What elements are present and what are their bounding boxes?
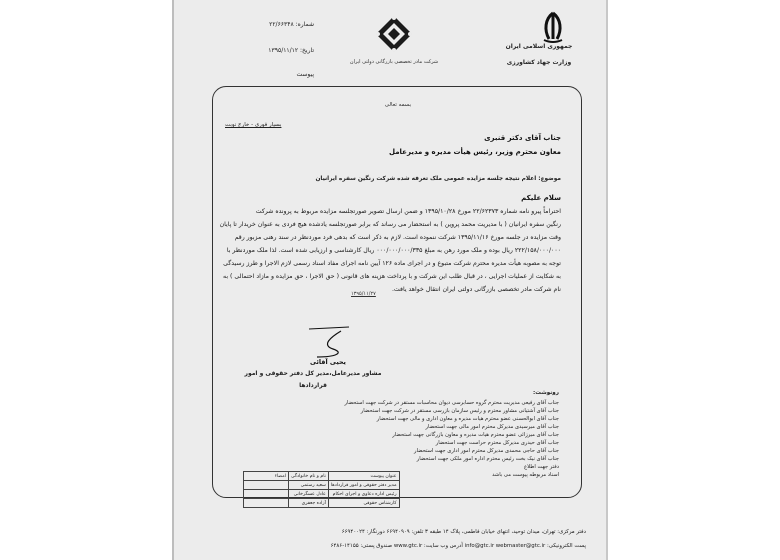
body-line: رنگین سفره ایرانیان ( با مدیریت محمد پروین ) به استحضار می رساند که برابر صورتجلسه یادشده هیچ فردی به عنوان خریدار تا پایان <box>219 221 561 228</box>
cc-item: جناب آقای میرزائی عضو محترم هیات مدیره و معاون بازرگانی جهت استحضار <box>392 432 559 438</box>
emblem-caption-country: جمهوری اسلامی ایران <box>505 43 573 50</box>
body-line: به شکایت از عملیات اجرایی ، در قبال طلب این شرکت و با پرداخت هزینه های قانونی ( حق الاجرا ، حق مزایده و مازاد احتمالی ) به <box>223 273 561 280</box>
letter-attachment: پیوست <box>296 71 314 78</box>
body-line: وقت مزایده در جلسه مورخ ۱۳۹۵/۱۱/۱۶ شرکت ننموده است. لازم به ذکر است که بدهی فرد موردنظر در سند رهنی مزبور رقم <box>234 234 561 241</box>
signer-title-cont: قراردادها <box>299 382 327 389</box>
bismillah: بسمه تعالی <box>384 102 412 108</box>
company-logo-icon <box>374 14 414 54</box>
greeting: سلام علیکم <box>521 194 561 202</box>
table-header-cell: عنوان پیوست <box>328 472 399 481</box>
addressee-title: معاون محترم وزیر، رئیس هیأت مدیره و مدیرعامل <box>388 148 561 156</box>
signer-name: یحیی آقائی <box>310 358 346 366</box>
table-cell: رئیس اداره دعاوی و اجرای احکام <box>328 490 399 499</box>
table-header-cell: امضاء <box>244 472 289 481</box>
cc-item: دفتر جهت اطلاع <box>524 464 559 470</box>
body-line: توجه به مصوبه هیأت مدیره محترم شرکت متبوع و در اجرای ماده ۱۲۶ آیین نامه اجرای مفاد اسناد رسمی لازم الاجرا و طرز رسیدگی <box>223 260 561 267</box>
cc-item: اسناد مربوطه پیوست می باشد <box>492 472 559 478</box>
letter-date: تاریخ: ۱۳۹۵/۱۱/۱۲ <box>268 47 314 54</box>
cc-item: جناب آقای حاجی محمدی مدیرکل محترم امور اداری جهت استحضار <box>414 448 559 454</box>
body-reference-date: ۱۳۹۵/۱۱/۲۷ <box>351 291 376 297</box>
cc-item: جناب آقای آشتیانی مشاور محترم و رئیس سازمان بازرسی مستقر در شرکت جهت استحضار <box>360 408 559 414</box>
footer-address: دفتر مرکزی: تهران، میدان توحید، انتهای خیابان فاطمی، پلاک ۱۴ طبقه ۳ تلفن: ۶۶۹۴۰۹۰۹ دورنگار: ۶۶۹۴۰۰۲۴ <box>341 529 586 535</box>
signature-icon <box>305 323 365 359</box>
national-emblem-icon <box>536 10 570 44</box>
body-line: احتراماً پیرو نامه شماره ۲۲/۶۲۳۷۳ مورخ ۱۳۹۵/۱۰/۲۸ و ضمن ارسال تصویر صورتجلسه مزایده مربوط به پرونده شرکت <box>255 208 561 215</box>
table-cell: عادل عسگرخانی <box>289 490 329 499</box>
signer-title: مشاور مدیرعامل،مدیر کل دفتر حقوقی و امور <box>244 370 382 377</box>
letter-number: شماره: ۲۲/۶۶۳۴۸ <box>269 21 314 28</box>
footer-contact: پست الکترونیکی: info@gtc.ir webmaster@gtc.ir آدرس وب سایت: www.gtc.ir صندوق پستی: ۱۴۱۵۵-۶۴۸۶ <box>330 543 586 549</box>
letter-page <box>172 0 608 560</box>
table-row <box>244 490 400 499</box>
table-cell <box>244 490 289 499</box>
table-cell <box>244 481 289 490</box>
letter-body <box>219 208 561 304</box>
cc-item: جناب آقای رفیعی مدیریت محترم گروه حسابرسی دیوان محاسبات مستقر در شرکت جهت استحضار <box>344 400 559 406</box>
cc-item: جناب آقای ابوالحسنی عضو محترم هیات مدیره و معاون اداری و مالی جهت استحضار <box>376 416 559 422</box>
table-header-cell: نام و نام خانوادگی <box>289 472 329 481</box>
approval-table <box>243 471 400 508</box>
table-cell: کارشناس حقوقی <box>328 499 399 508</box>
body-line: ۲۲۲/۱۵۸/۰۰۰/۰۰۰ ریال بوده و ملک مورد رهن به مبلغ ۰۰۰/۰۰۰/۰۰۰/۳۳۵ ریال کارشناسی و ارزیابی شده است. لذا ملک موردنظر با <box>226 247 561 254</box>
table-cell <box>244 499 289 508</box>
cc-list <box>259 401 559 481</box>
table-cell: سعید رستمی <box>289 481 329 490</box>
addressee-name: جناب آقای دکتر قنبری <box>484 134 561 142</box>
table-header-row <box>244 472 400 481</box>
cc-item: جناب آقای حیدری مدیرکل محترم حراست جهت استحضار <box>435 440 559 446</box>
table-cell: آزاده جعفری <box>289 499 329 508</box>
table-row <box>244 499 400 508</box>
company-logo-caption: شرکت مادر تخصصی بازرگانی دولتی ایران <box>349 59 439 65</box>
letter-body-frame <box>212 86 582 506</box>
cc-title: رونوشت: <box>533 390 559 396</box>
table-row <box>244 481 400 490</box>
cc-item: جناب آقای نیک بخت رئیس محترم اداره امور ملکی جهت استحضار <box>416 456 559 462</box>
urgency-label: بسیار فوری - خارج نوبت <box>225 122 282 128</box>
cc-item: جناب آقای میرسیدی مدیرکل محترم امور مالی جهت استحضار <box>425 424 559 430</box>
letter-subject: موضوع: اعلام نتیجه جلسه مزایده عمومی ملک تعرفه شده شرکت رنگین سفره ایرانیان <box>315 176 561 182</box>
emblem-caption-ministry: وزارت جهاد کشاورزی <box>506 59 572 66</box>
body-line: نام شرکت مادر تخصصی بازرگانی دولتی ایران انتقال خواهد یافت. <box>391 286 561 293</box>
table-cell: مدیر دفتر حقوقی و امور قراردادها <box>328 481 399 490</box>
